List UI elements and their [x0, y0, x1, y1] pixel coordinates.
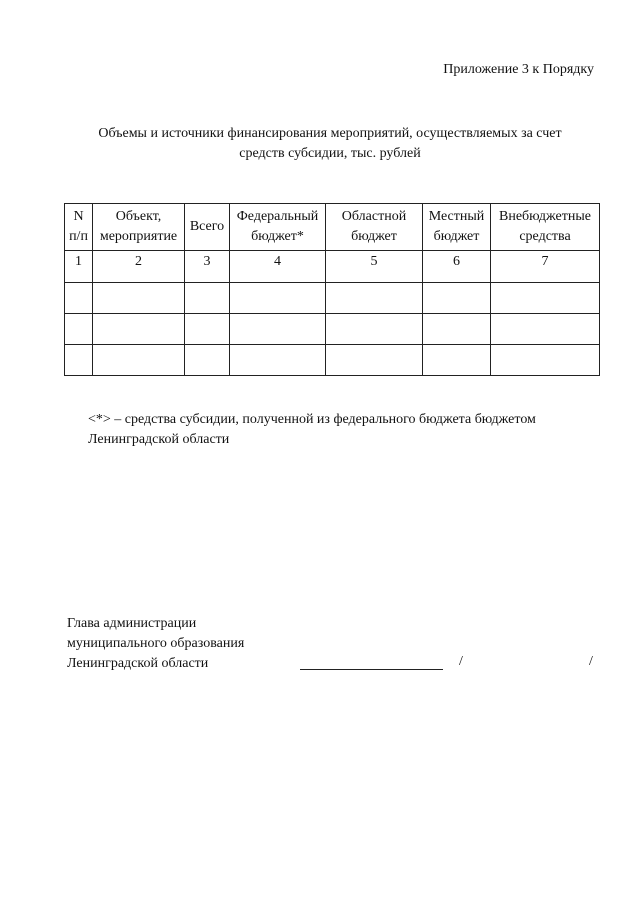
table-row	[65, 345, 600, 376]
funding-table	[64, 203, 600, 376]
header-cell-object: Объект, мероприятие	[93, 204, 185, 251]
table-cell[interactable]	[491, 314, 600, 345]
footnote-line-1: <*> – средства субсидии, полученной из федерального бюджета бюджетом	[88, 412, 536, 427]
column-number: 6	[423, 251, 491, 283]
table-cell[interactable]	[93, 314, 185, 345]
table-cell[interactable]	[185, 345, 230, 376]
table-cell[interactable]	[423, 345, 491, 376]
footnote	[88, 410, 608, 450]
table-row	[65, 314, 600, 345]
table-cell[interactable]	[93, 283, 185, 314]
table-cell[interactable]	[326, 314, 423, 345]
table-cell[interactable]	[491, 345, 600, 376]
header-cell-regional: Областной бюджет	[326, 204, 423, 251]
table-cell[interactable]	[326, 283, 423, 314]
table-cell[interactable]	[230, 283, 326, 314]
signature-line-1: Глава администрации	[67, 616, 197, 631]
table-cell[interactable]	[423, 283, 491, 314]
column-number: 1	[65, 251, 93, 283]
title-line-1: Объемы и источники финансирования мероприятий, осуществляемых за счет	[98, 126, 562, 141]
title-line-2: средств субсидии, тыс. рублей	[239, 146, 421, 161]
table-cell[interactable]	[185, 314, 230, 345]
header-cell-extrabudgetary: Внебюджетные средства	[491, 204, 600, 251]
table-row	[65, 283, 600, 314]
table-cell[interactable]	[423, 314, 491, 345]
signature-line-2: муниципального образования	[67, 636, 245, 651]
table-cell[interactable]	[185, 283, 230, 314]
table-cell[interactable]	[65, 283, 93, 314]
table-cell[interactable]	[65, 314, 93, 345]
table-header-row	[65, 204, 600, 251]
column-number: 4	[230, 251, 326, 283]
header-cell-number: N п/п	[65, 204, 93, 251]
signature-line-3: Ленинградской области	[67, 656, 209, 671]
header-cell-total: Всего	[185, 204, 230, 251]
table-cell[interactable]	[491, 283, 600, 314]
signature-block	[67, 614, 244, 674]
header-cell-federal: Федеральный бюджет*	[230, 204, 326, 251]
document-title	[60, 124, 600, 164]
column-number: 3	[185, 251, 230, 283]
table-cell[interactable]	[230, 345, 326, 376]
column-number-row	[65, 251, 600, 283]
column-number: 5	[326, 251, 423, 283]
footnote-line-2: Ленинградской области	[88, 432, 230, 447]
column-number: 2	[93, 251, 185, 283]
header-cell-local: Местный бюджет	[423, 204, 491, 251]
table-cell[interactable]	[93, 345, 185, 376]
column-number: 7	[491, 251, 600, 283]
signature-line[interactable]	[300, 655, 443, 670]
name-separator-left: /	[459, 654, 463, 669]
appendix-label: Приложение 3 к Порядку	[443, 62, 594, 77]
name-separator-right: /	[589, 654, 593, 669]
table-cell[interactable]	[65, 345, 93, 376]
table-cell[interactable]	[230, 314, 326, 345]
table-cell[interactable]	[326, 345, 423, 376]
